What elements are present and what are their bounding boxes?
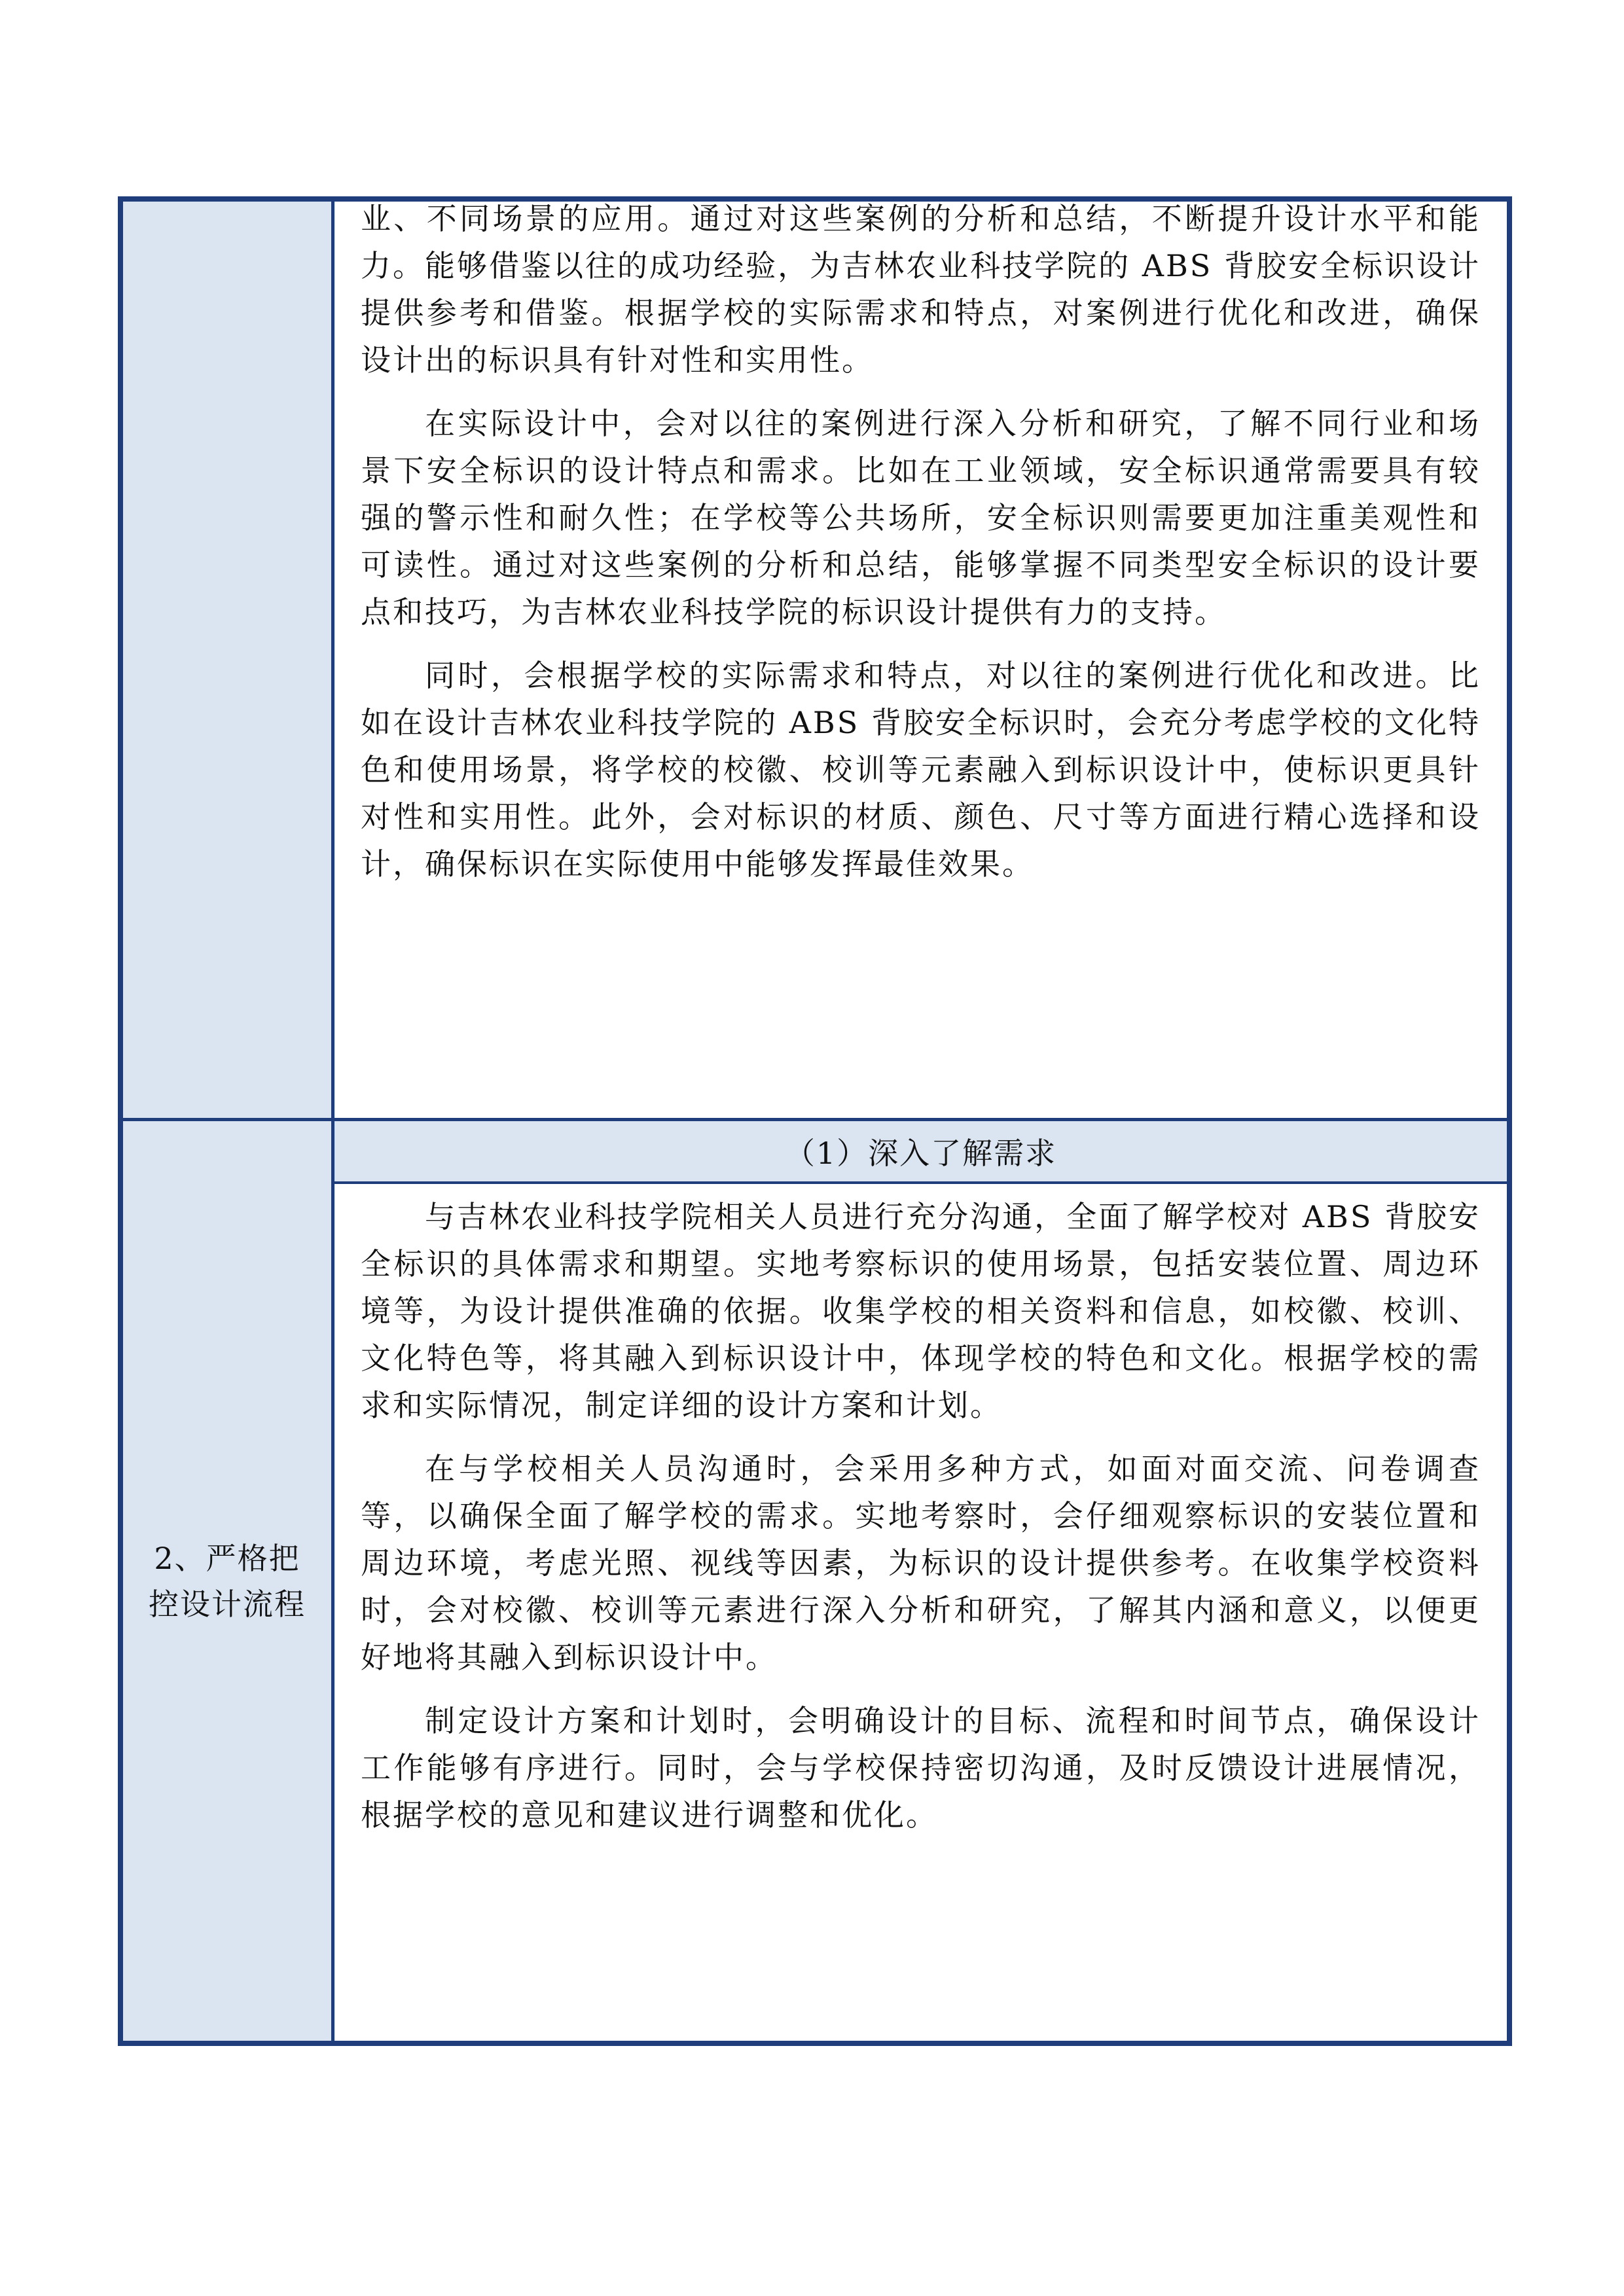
table-row [123,1121,1507,2041]
paragraph: 业、不同场景的应用。通过对这些案例的分析和总结，不断提升设计水平和能力。能够借鉴以往的成功经验，为吉林农业科技学院的 ABS 背胶安全标识设计提供参考和借鉴。根据学校的实际需求和特点，对案例进行优化和改进，确保设计出的标识具有针对性和实用性。 [361,201,1481,378]
paragraph: 同时，会根据学校的实际需求和特点，对以往的案例进行优化和改进。比如在设计吉林农业科技学院的 ABS 背胶安全标识时，会充分考虑学校的文化特色和使用场景，将学校的校徽、校训等元素融入到标识设计中，使标识更具针对性和实用性。此外，会对标识的材质、颜色、尺寸等方面进行精心选择和设计，确保标识在实际使用中能够发挥最佳效果。 [361,658,1481,882]
table-row [123,202,1507,1121]
paragraph: 在与学校相关人员沟通时，会采用多种方式，如面对面交流、问卷调查等，以确保全面了解学校的需求。实地考察时，会仔细观察标识的安装位置和周边环境，考虑光照、视线等因素，为标识的设计提供参考。在收集学校资料时，会对校徽、校训等元素进行深入分析和研究，了解其内涵和意义，以便更好地将其融入到标识设计中。 [361,1451,1481,1675]
row-label-cell [123,1121,334,2041]
row-label-cell [123,202,334,1118]
section-subheading: （1）深入了解需求 [334,1121,1507,1184]
row-content-cell [334,202,1507,1118]
row-label: 2、严格把控设计流程 [149,1540,306,1622]
paragraph: 在实际设计中，会对以往的案例进行深入分析和研究，了解不同行业和场景下安全标识的设计特点和需求。比如在工业领域，安全标识通常需要具有较强的警示性和耐久性；在学校等公共场所，安全标识则需要更加注重美观性和可读性。通过对这些案例的分析和总结，能够掌握不同类型安全标识的设计要点和技巧，为吉林农业科技学院的标识设计提供有力的支持。 [361,406,1481,630]
paragraph: 制定设计方案和计划时，会明确设计的目标、流程和时间节点，确保设计工作能够有序进行。同时，会与学校保持密切沟通，及时反馈设计进展情况，根据学校的意见和建议进行调整和优化。 [361,1703,1481,1833]
row-content-cell [334,1121,1507,2041]
document-table [118,196,1512,2046]
paragraph: 与吉林农业科技学院相关人员进行充分沟通，全面了解学校对 ABS 背胶安全标识的具体需求和期望。实地考察标识的使用场景，包括安装位置、周边环境等，为设计提供准确的依据。收集学校的相关资料和信息，如校徽、校训、文化特色等，将其融入到标识设计中，体现学校的特色和文化。根据学校的需求和实际情况，制定详细的设计方案和计划。 [361,1199,1481,1423]
